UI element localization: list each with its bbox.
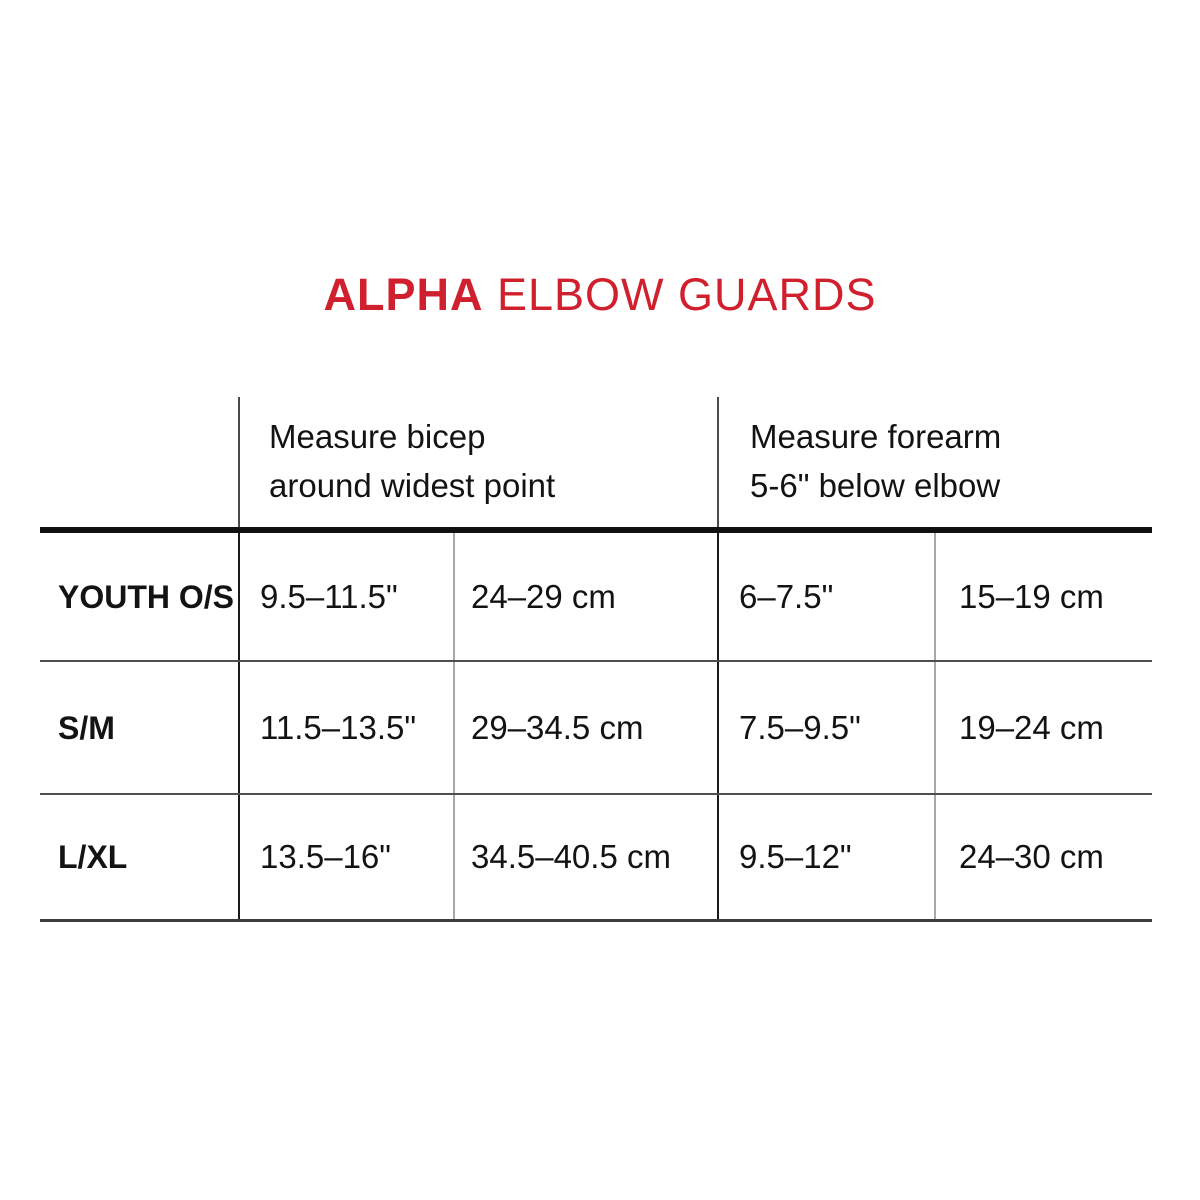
column-group-header-forearm: [717, 397, 1152, 527]
column-group-header-bicep: [238, 397, 717, 527]
forearm-cm-cell: 15–19 cm: [934, 533, 1152, 660]
size-table: [40, 397, 1152, 922]
title-space: [483, 269, 497, 320]
table-header-row: [40, 397, 1152, 527]
forearm-cm-cell: 19–24 cm: [934, 662, 1152, 793]
bicep-header-line2: around widest point: [269, 467, 556, 504]
forearm-header-line2: 5-6" below elbow: [750, 467, 1001, 504]
forearm-inches-cell: 7.5–9.5": [717, 662, 934, 793]
forearm-inches-cell: 6–7.5": [717, 533, 934, 660]
size-chart-title: [0, 271, 1200, 319]
table-row-lxl: [40, 795, 1152, 922]
bicep-inches-cell: 9.5–11.5": [238, 533, 453, 660]
size-label: L/XL: [58, 839, 128, 875]
bicep-inches-cell: 13.5–16": [238, 795, 453, 919]
forearm-cm-cell: 24–30 cm: [934, 795, 1152, 919]
bicep-cm-cell: 34.5–40.5 cm: [453, 795, 717, 919]
table-row-sm: [40, 662, 1152, 795]
bicep-cm-cell: 29–34.5 cm: [453, 662, 717, 793]
forearm-header-line1: Measure forearm: [750, 418, 1002, 455]
header-spacer: [40, 397, 238, 527]
size-label: S/M: [58, 709, 115, 746]
bicep-header-line1: Measure bicep: [269, 418, 486, 455]
forearm-inches-cell: 9.5–12": [717, 795, 934, 919]
table-row-youth: [40, 533, 1152, 662]
size-label: YOUTH O/S: [58, 578, 235, 615]
bicep-cm-cell: 24–29 cm: [453, 533, 717, 660]
bicep-inches-cell: 11.5–13.5": [238, 662, 453, 793]
brand-name: ALPHA: [323, 269, 484, 320]
product-name: ELBOW GUARDS: [496, 269, 877, 320]
